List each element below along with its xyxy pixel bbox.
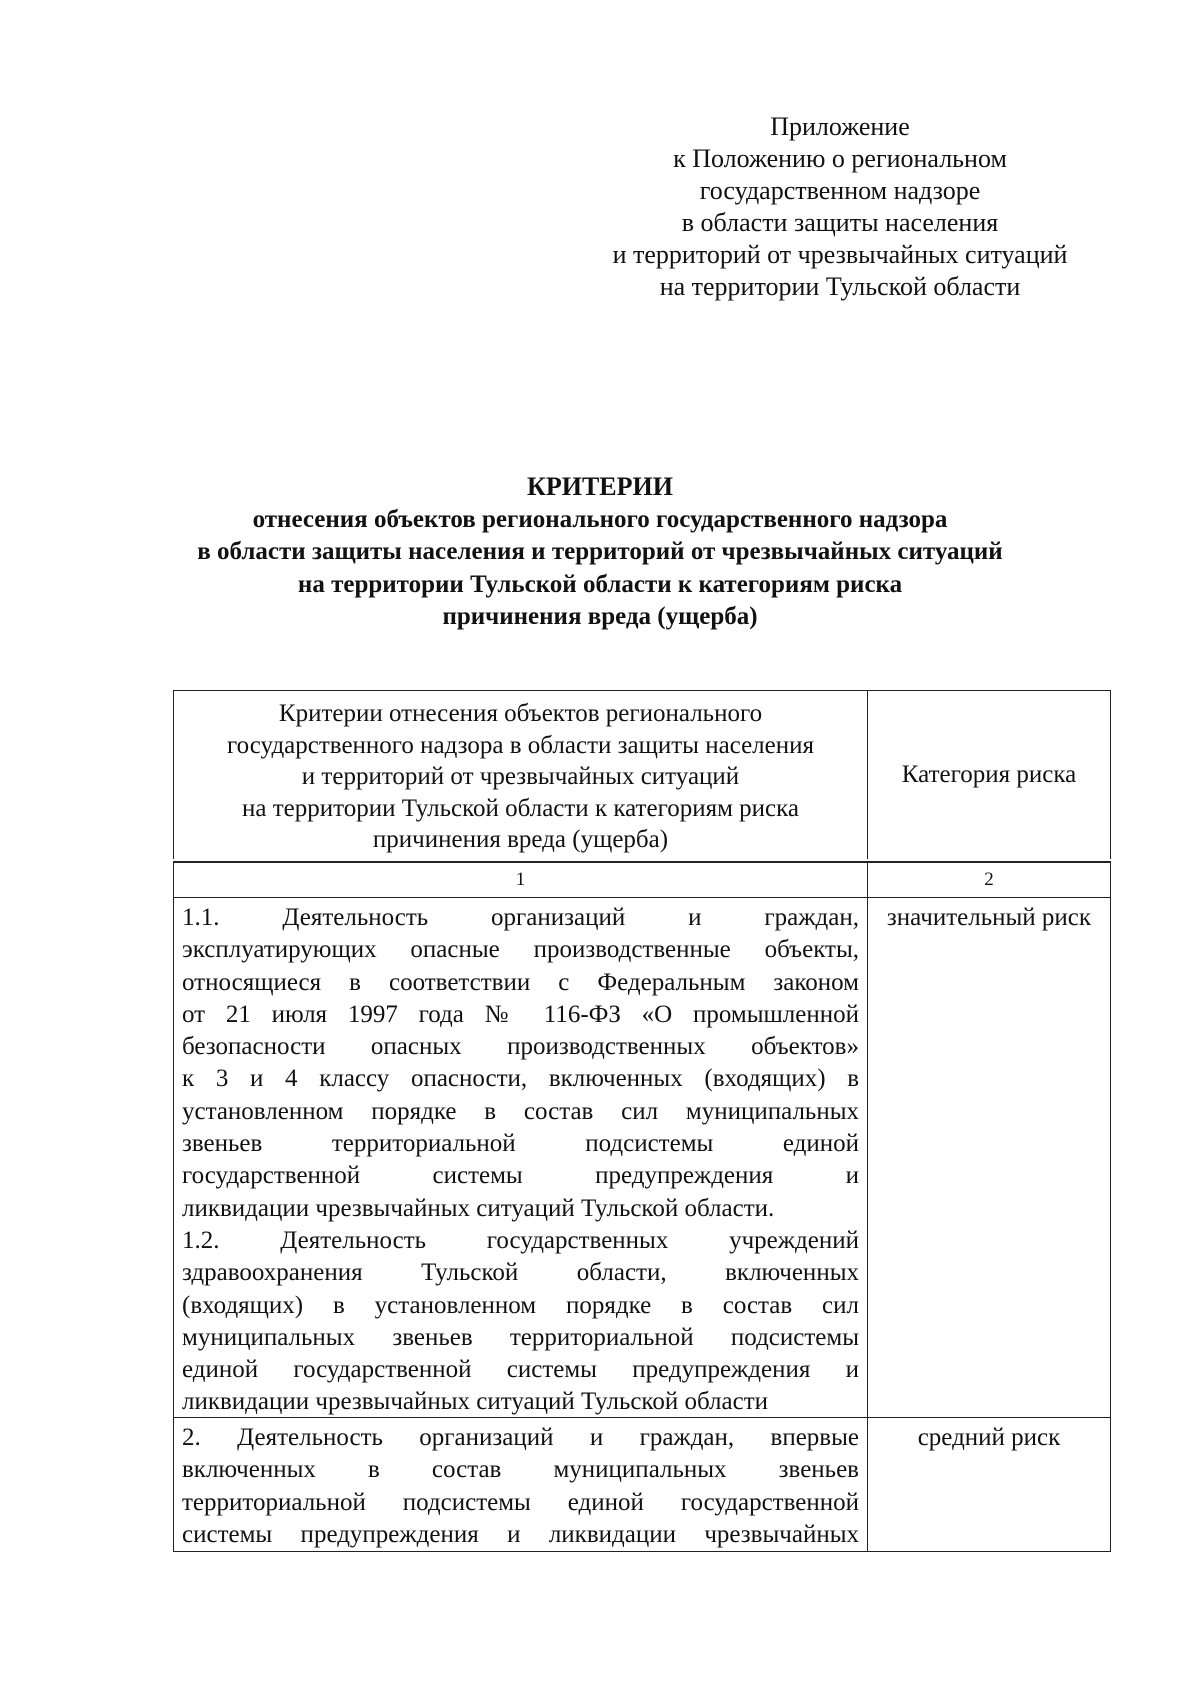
header-criteria-line: на территории Тульской области к категориям риска bbox=[241, 794, 799, 822]
appendix-line: государственном надзоре bbox=[699, 176, 981, 205]
header-risk-category-cell: Категория риска bbox=[901, 761, 1077, 788]
title-line: отнесения объектов регионального государственного надзора bbox=[252, 505, 948, 533]
column-number-2: 2 bbox=[984, 869, 994, 890]
criteria-line: от 21 июля 1997 года № 116-ФЗ «О промышленной bbox=[182, 1000, 859, 1028]
header-criteria-line: государственного надзора в области защиты населения bbox=[227, 731, 814, 759]
criteria-line: установленном порядке в состав сил муниципальных bbox=[182, 1097, 859, 1125]
table-row bbox=[173, 1418, 1111, 1552]
criteria-line: 1.2. Деятельность государственных учреждений bbox=[182, 1226, 859, 1254]
title-line: на территории Тульской области к категориям риска bbox=[297, 570, 903, 598]
header-criteria-line: Критерии отнесения объектов регионального bbox=[278, 700, 763, 727]
criteria-line: безопасности опасных производственных объектов» bbox=[182, 1033, 859, 1061]
criteria-line: здравоохранения Тульской области, включенных bbox=[182, 1259, 859, 1287]
criteria-line: ликвидации чрезвычайных ситуаций Тульской области bbox=[182, 1388, 769, 1416]
appendix-line: в области защиты населения bbox=[681, 208, 999, 237]
column-number-row bbox=[173, 863, 1111, 898]
title-line: в области защиты населения и территорий от чрезвычайных ситуаций bbox=[197, 538, 1003, 565]
table-header-row bbox=[173, 690, 1111, 859]
header-criteria-line: и территорий от чрезвычайных ситуаций bbox=[301, 763, 740, 790]
criteria-line: 1.1. Деятельность организаций и граждан, bbox=[182, 904, 859, 931]
column-number-1: 1 bbox=[174, 863, 868, 897]
appendix-line: на территории Тульской области bbox=[659, 272, 1021, 301]
appendix-block bbox=[580, 111, 1100, 303]
table-row bbox=[173, 898, 1111, 1418]
criteria-line: звеньев территориальной подсистемы единой bbox=[182, 1130, 859, 1158]
criteria-line: 2. Деятельность организаций и граждан, впервые bbox=[182, 1424, 859, 1451]
criteria-line: (входящих) в установленном порядке в состав сил bbox=[182, 1291, 859, 1319]
criteria-line: ликвидации чрезвычайных ситуаций Тульской области. bbox=[182, 1194, 775, 1222]
criteria-table bbox=[173, 690, 1111, 1552]
appendix-line: к Положению о региональном bbox=[673, 144, 1007, 173]
title-main: КРИТЕРИИ bbox=[527, 472, 673, 501]
appendix-line: и территорий от чрезвычайных ситуаций bbox=[612, 240, 1068, 269]
criteria-text-cell bbox=[174, 898, 868, 1417]
header-criteria-line: причинения вреда (ущерба) bbox=[372, 826, 669, 853]
criteria-text-cell bbox=[174, 1418, 868, 1551]
criteria-line: муниципальных звеньев территориальной подсистемы bbox=[182, 1323, 859, 1351]
risk-category-cell: значительный риск bbox=[886, 904, 1092, 931]
document-title bbox=[150, 471, 1050, 634]
criteria-line: относящиеся в соответствии с Федеральным законом bbox=[182, 968, 859, 996]
criteria-line: системы предупреждения и ликвидации чрезвычайных bbox=[182, 1520, 859, 1548]
criteria-line: единой государственной системы предупреждения и bbox=[182, 1356, 859, 1384]
criteria-line: к 3 и 4 классу опасности, включенных (входящих) в bbox=[182, 1065, 859, 1093]
header-criteria-cell bbox=[174, 691, 868, 859]
criteria-line: территориальной подсистемы единой государственной bbox=[182, 1488, 859, 1516]
title-line: причинения вреда (ущерба) bbox=[442, 603, 758, 630]
criteria-line: государственной системы предупреждения и bbox=[182, 1162, 859, 1190]
appendix-line: Приложение bbox=[770, 112, 910, 141]
criteria-line: эксплуатирующих опасные производственные объекты, bbox=[182, 936, 859, 964]
criteria-line: включенных в состав муниципальных звеньев bbox=[182, 1456, 859, 1484]
risk-category-cell: средний риск bbox=[917, 1424, 1061, 1451]
